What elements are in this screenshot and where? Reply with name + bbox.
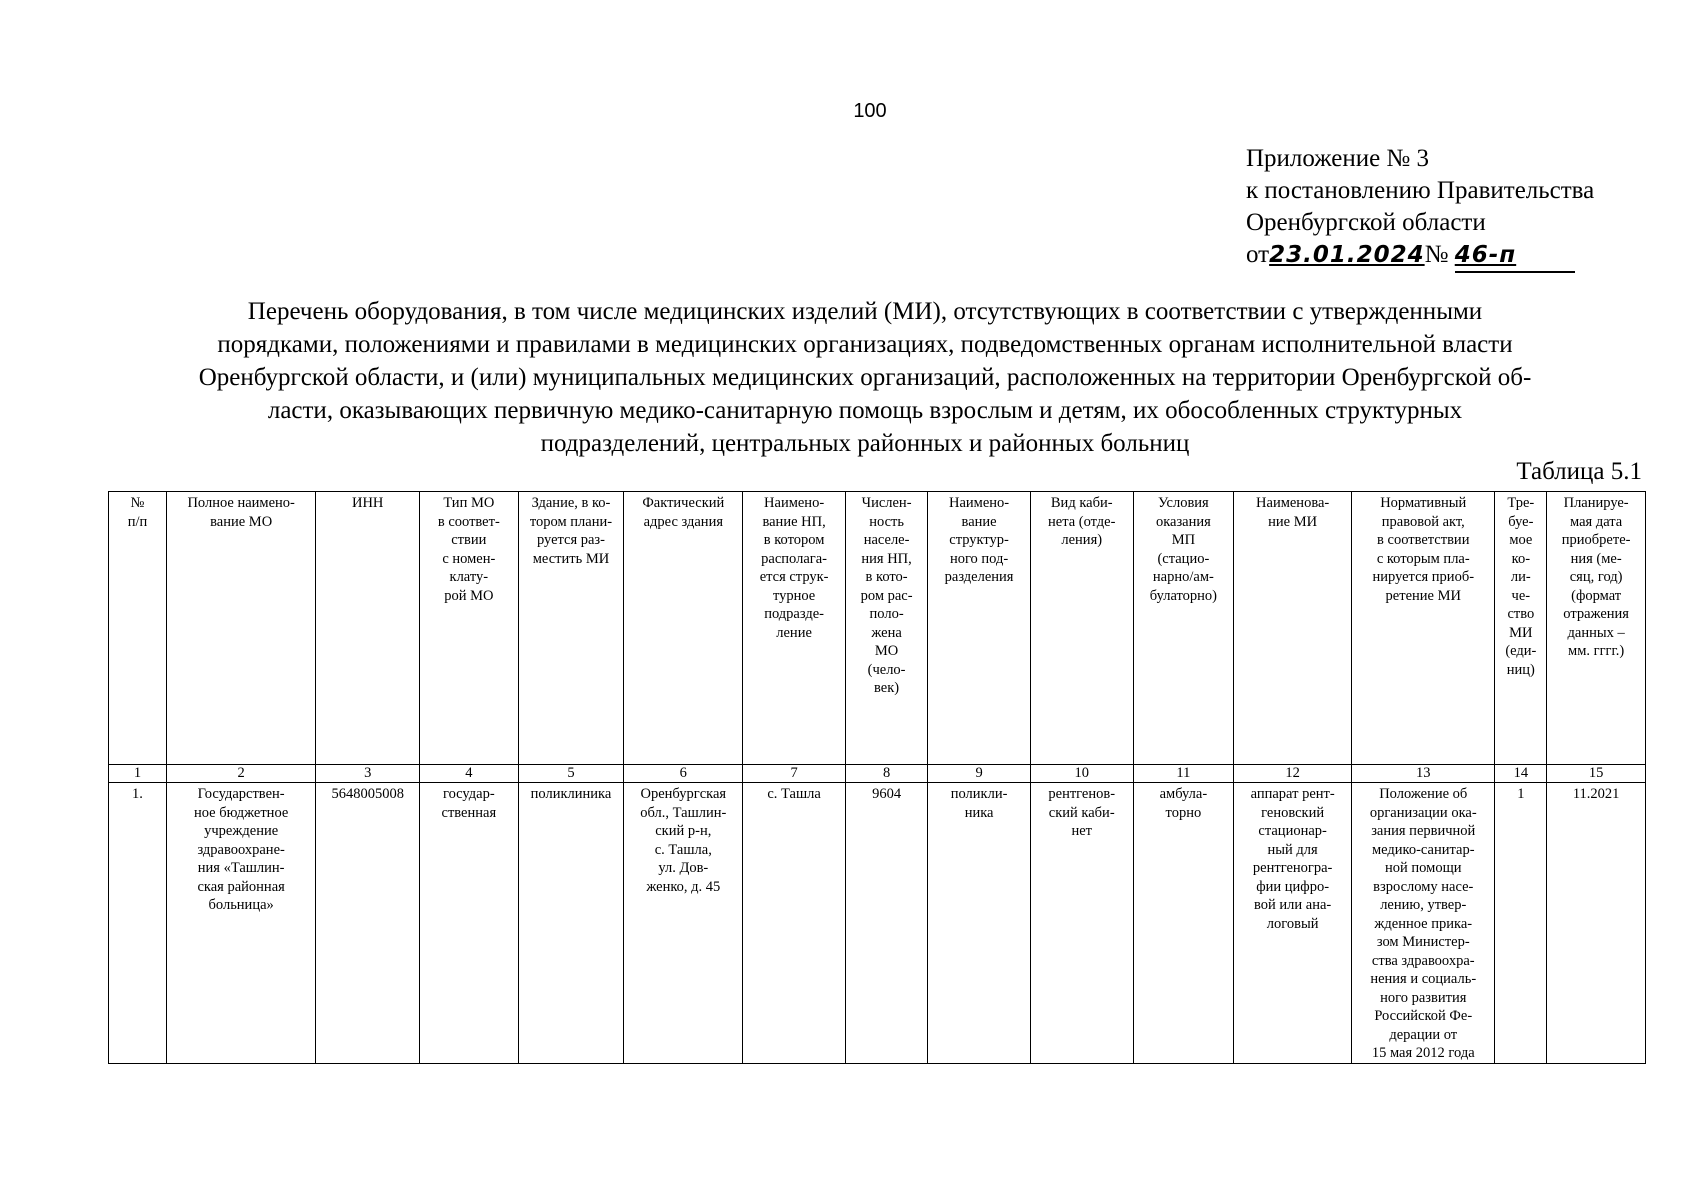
column-number-cell: 1 [109, 765, 167, 783]
header-cell: Планируе- мая дата приобрете- ния (ме- сяц, год) (формат отражения данных – мм. гггг.) [1547, 492, 1646, 765]
column-number-cell: 10 [1030, 765, 1133, 783]
table-label: Таблица 5.1 [1516, 458, 1642, 485]
column-number-cell: 11 [1133, 765, 1234, 783]
table-cell: 11.2021 [1547, 783, 1646, 1064]
table-cell: Положение об организации ока- зания первичной медико-санитар- ной помощи взрослому насе- лению, утвер- жденное прика- зом Министер- ства здравоохра- нения и социаль- ного развития Российской Фе- дерации от 15 мая 2012 года [1352, 783, 1495, 1064]
table-cell: поликли- ника [928, 783, 1031, 1064]
table-row [109, 783, 1646, 1064]
column-number-cell: 3 [316, 765, 420, 783]
header-cell: Фактический адрес здания [624, 492, 743, 765]
number-prefix: № [1424, 241, 1449, 268]
table-cell: Оренбургская обл., Ташлин- ский р-н, с. Ташла, ул. Дов- женко, д. 45 [624, 783, 743, 1064]
table-cell: поликлиника [518, 783, 624, 1064]
table-cell: с. Ташла [743, 783, 846, 1064]
header-cell: ИНН [316, 492, 420, 765]
title-line: Оренбургской области, и (или) муниципальных медицинских организаций, расположенных на территории Оренбургской об- [198, 364, 1532, 391]
column-number-cell: 7 [743, 765, 846, 783]
column-number-cell: 4 [420, 765, 519, 783]
table-cell: аппарат рент- геновский стационар- ный для рентгеногра- фии цифро- вой или ана- логовый [1234, 783, 1352, 1064]
column-number-cell: 6 [624, 765, 743, 783]
header-cell: Тип МО в соответ- ствии с номен- клату- рой МО [420, 492, 519, 765]
header-cell: Тре- буе- мое ко- ли- че- ство МИ (еди- ниц) [1495, 492, 1547, 765]
header-cell: Наимено- вание НП, в котором располага- ется струк- турное подразде- ление [743, 492, 846, 765]
header-cell: Условия оказания МП (стацио- нарно/ам- булаторно) [1133, 492, 1234, 765]
handwritten-date: 23.01.2024 [1269, 242, 1425, 268]
header-cell: Вид каби- нета (отде- ления) [1030, 492, 1133, 765]
appendix-block [1246, 143, 1594, 273]
table-cell: 5648005008 [316, 783, 420, 1064]
number-blank [1455, 239, 1575, 273]
handwritten-number: 46-п [1454, 242, 1517, 268]
column-number-cell: 5 [518, 765, 624, 783]
header-cell: № п/п [109, 492, 167, 765]
column-number-cell: 15 [1547, 765, 1646, 783]
column-number-cell: 14 [1495, 765, 1547, 783]
header-cell: Здание, в ко- тором плани- руется раз- местить МИ [518, 492, 624, 765]
equipment-table [108, 491, 1646, 1064]
appendix-line-2: к постановлению Правительства [1246, 177, 1595, 204]
title-line: порядками, положениями и правилами в медицинских организациях, подведомственных органам исполнительной власти [217, 331, 1513, 358]
column-number-cell: 13 [1352, 765, 1495, 783]
table-header-row [109, 492, 1646, 765]
header-cell: Наименова- ние МИ [1234, 492, 1352, 765]
table-cell: рентгенов- ский каби- нет [1030, 783, 1133, 1064]
table-cell: амбула- торно [1133, 783, 1234, 1064]
table-cell: Государствен- ное бюджетное учреждение здравоохране- ния «Ташлин- ская районная больница» [166, 783, 315, 1064]
column-number-cell: 12 [1234, 765, 1352, 783]
header-cell: Наимено- вание структур- ного под- разделения [928, 492, 1031, 765]
page-number: 100 [853, 100, 887, 122]
column-number-cell: 9 [928, 765, 1031, 783]
table-cell: государ- ственная [420, 783, 519, 1064]
title-line: Перечень оборудования, в том числе медицинских изделий (МИ), отсутствующих в соответствии с утвержденными [247, 298, 1483, 325]
document-title [110, 295, 1620, 460]
column-number-row [109, 765, 1646, 783]
appendix-date-line [1246, 239, 1594, 273]
column-number-cell: 8 [845, 765, 927, 783]
appendix-line-1: Приложение № 3 [1246, 145, 1430, 172]
header-cell: Нормативный правовой акт, в соответствии с которым пла- нируется приоб- ретение МИ [1352, 492, 1495, 765]
from-prefix: от [1246, 241, 1270, 268]
header-cell: Числен- ность населе- ния НП, в кото- ром рас- поло- жена МО (чело- век) [845, 492, 927, 765]
table-cell: 1. [109, 783, 167, 1064]
title-line: ласти, оказывающих первичную медико-санитарную помощь взрослым и детям, их обособленных структурных [267, 397, 1463, 424]
header-cell: Полное наимено- вание МО [166, 492, 315, 765]
table-cell: 9604 [845, 783, 927, 1064]
table-cell: 1 [1495, 783, 1547, 1064]
appendix-line-3: Оренбургской области [1246, 209, 1486, 236]
title-line: подразделений, центральных районных и районных больниц [540, 430, 1190, 457]
column-number-cell: 2 [166, 765, 315, 783]
